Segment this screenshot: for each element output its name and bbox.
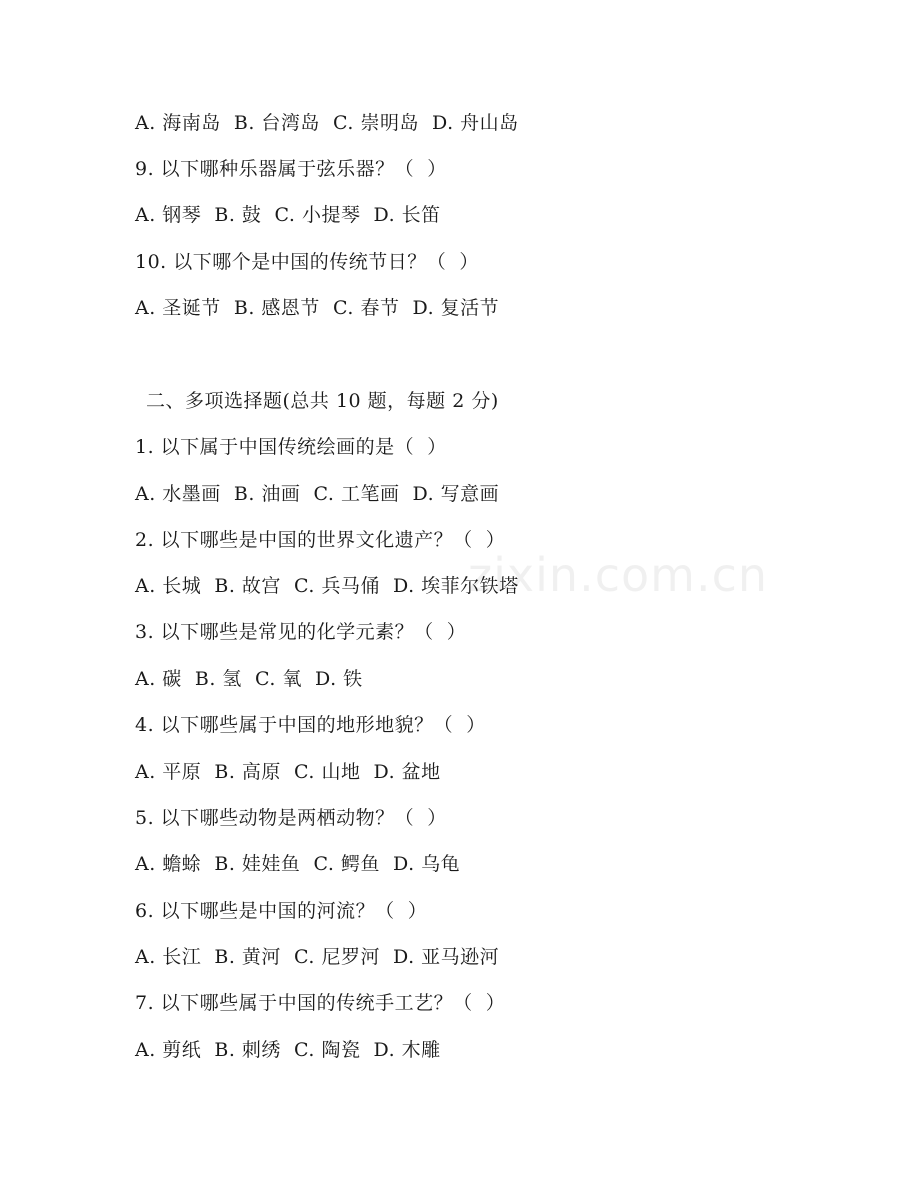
multi-question-6: 6. 以下哪些是中国的河流？（ ） — [135, 900, 428, 922]
multi-question-5: 5. 以下哪些动物是两栖动物？（ ） — [135, 807, 447, 829]
multi-question-4: 4. 以下哪些属于中国的地形地貌？（ ） — [135, 714, 486, 736]
question-9: 9. 以下哪种乐器属于弦乐器？（ ） — [135, 158, 447, 180]
multi-question-3: 3. 以下哪些是常见的化学元素？（ ） — [135, 621, 467, 643]
multi-options-4: A. 平原 B. 高原 C. 山地 D. 盆地 — [135, 761, 441, 783]
multi-options-6: A. 长江 B. 黄河 C. 尼罗河 D. 亚马逊河 — [135, 946, 500, 968]
multi-options-3: A. 碳 B. 氢 C. 氧 D. 铁 — [135, 668, 363, 690]
section-heading: 二、多项选择题(总共 10 题，每题 2 分) — [146, 390, 499, 412]
options-line-q8: A. 海南岛 B. 台湾岛 C. 崇明岛 D. 舟山岛 — [135, 112, 519, 134]
watermark: zixin.com.cn — [468, 548, 769, 602]
multi-options-2: A. 长城 B. 故宫 C. 兵马俑 D. 埃菲尔铁塔 — [135, 575, 519, 597]
multi-question-7: 7. 以下哪些属于中国的传统手工艺？（ ） — [135, 992, 506, 1014]
options-line-q10: A. 圣诞节 B. 感恩节 C. 春节 D. 复活节 — [135, 297, 500, 319]
multi-question-2: 2. 以下哪些是中国的世界文化遗产？（ ） — [135, 529, 506, 551]
question-10: 10. 以下哪个是中国的传统节日？（ ） — [135, 251, 479, 273]
multi-options-5: A. 蟾蜍 B. 娃娃鱼 C. 鳄鱼 D. 乌龟 — [135, 853, 461, 875]
multi-options-7: A. 剪纸 B. 刺绣 C. 陶瓷 D. 木雕 — [135, 1039, 441, 1061]
multi-question-1: 1. 以下属于中国传统绘画的是（ ） — [135, 436, 447, 458]
multi-options-1: A. 水墨画 B. 油画 C. 工笔画 D. 写意画 — [135, 483, 500, 505]
options-line-q9: A. 钢琴 B. 鼓 C. 小提琴 D. 长笛 — [135, 204, 441, 226]
